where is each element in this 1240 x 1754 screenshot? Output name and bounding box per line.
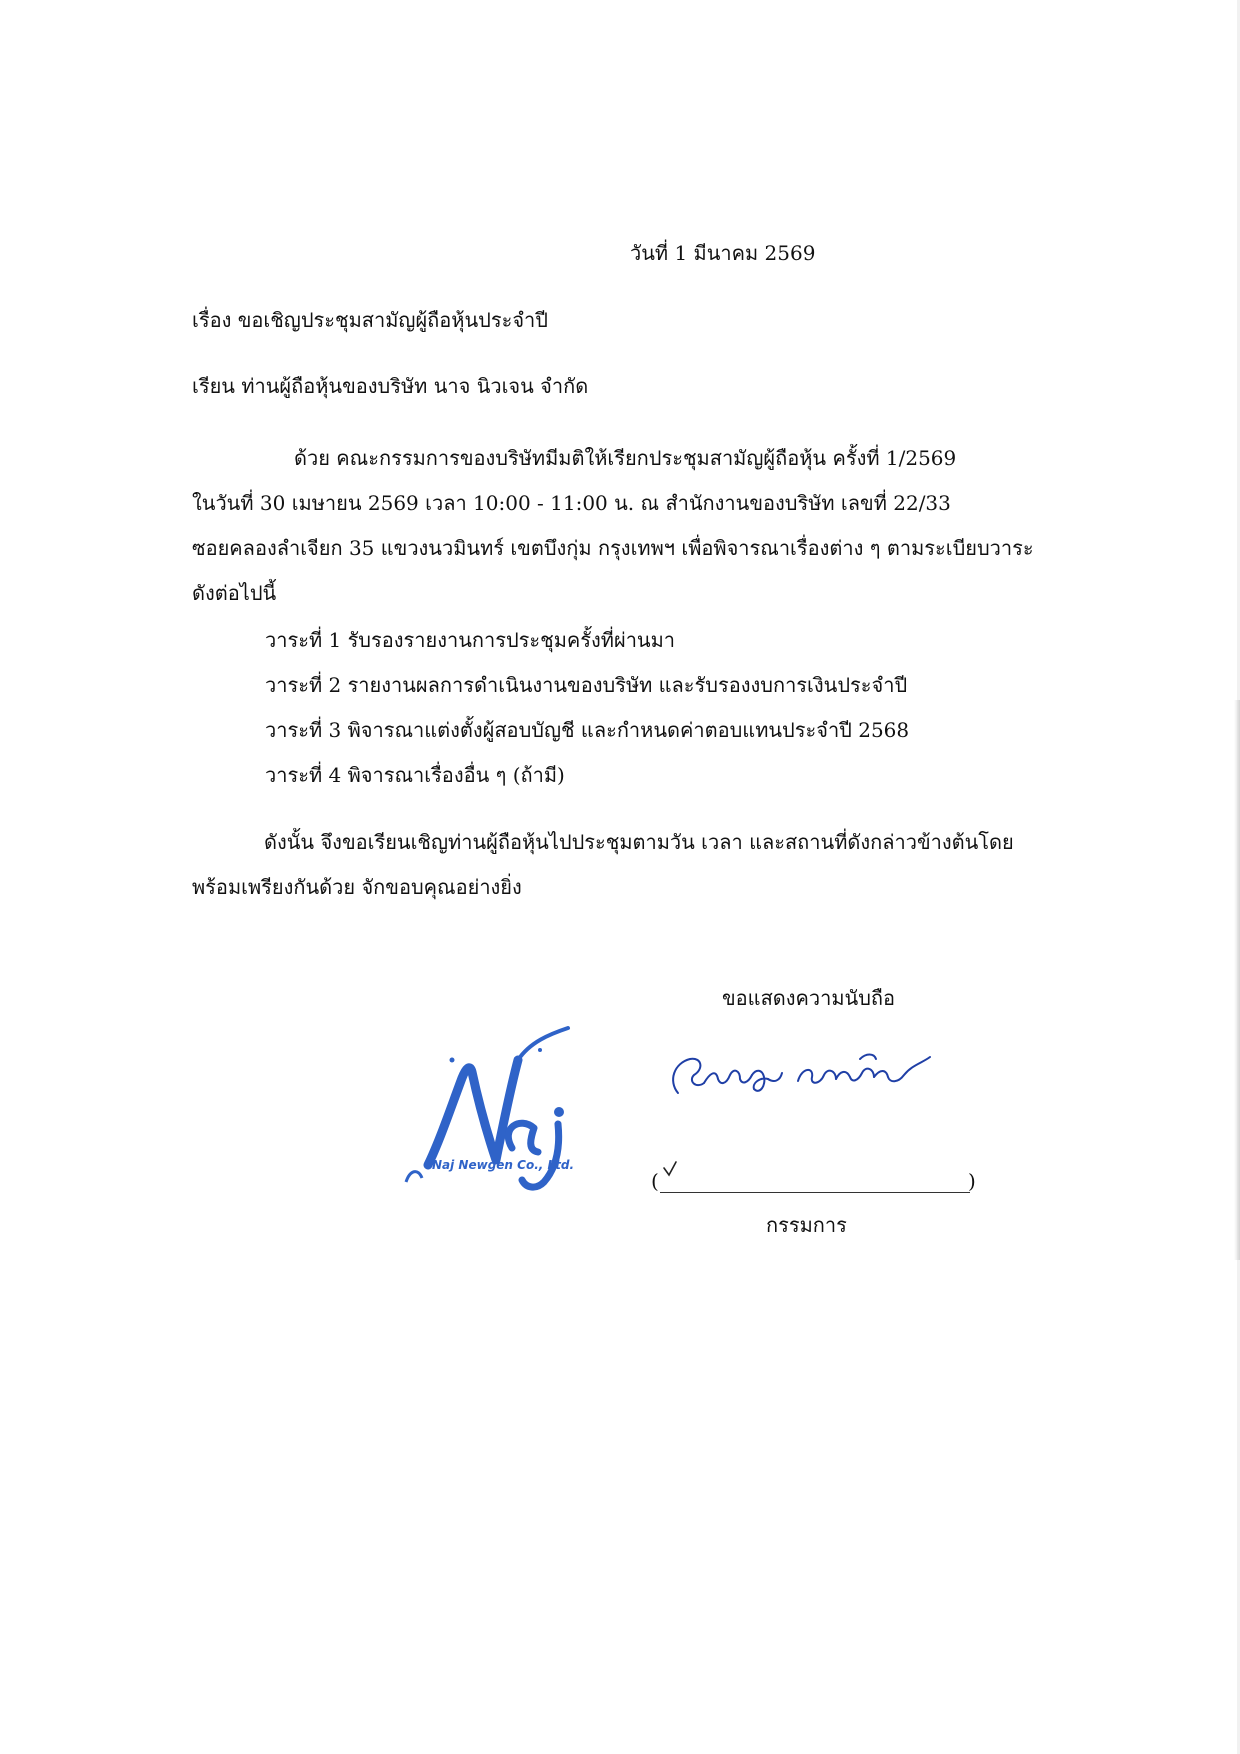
body-line: ซอยคลองลำเจียก 35 แขวงนวมินทร์ เขตบึงกุ่ม กรุงเทพฯ เพื่อพิจารณาเรื่องต่าง ๆ ตามระเบียบวาระ xyxy=(192,536,1034,560)
letter-recipient: เรียน ท่านผู้ถือหุ้นของบริษัท นาจ นิวเจน จำกัด xyxy=(192,374,589,398)
letter-date: วันที่ 1 มีนาคม 2569 xyxy=(630,241,816,265)
signature-name-line xyxy=(660,1192,970,1193)
body-line: ด้วย คณะกรรมการของบริษัทมีมติให้เรียกประชุมสามัญผู้ถือหุ้น ครั้งที่ 1/2569 xyxy=(294,446,957,470)
agenda-item: วาระที่ 1 รับรองรายงานการประชุมครั้งที่ผ่านมา xyxy=(265,628,676,652)
check-mark-icon xyxy=(662,1160,678,1178)
regards-text: ขอแสดงความนับถือ xyxy=(722,986,896,1010)
signature-open-paren: ( xyxy=(651,1169,659,1193)
company-logo-text: Naj Newgen Co., Ltd. xyxy=(432,1158,575,1172)
agenda-item: วาระที่ 4 พิจารณาเรื่องอื่น ๆ (ถ้ามี) xyxy=(265,763,565,787)
signatory-title: กรรมการ xyxy=(766,1213,847,1237)
closing-line: พร้อมเพรียงกันด้วย จักขอบคุณอย่างยิ่ง xyxy=(192,875,522,899)
handwritten-signature xyxy=(660,1045,950,1115)
body-line: ในวันที่ 30 เมษายน 2569 เวลา 10:00 - 11:00 น. ณ สำนักงานของบริษัท เลขที่ 22/33 xyxy=(192,491,951,515)
scan-edge-shadow-dark xyxy=(1234,700,1240,1260)
body-line: ดังต่อไปนี้ xyxy=(192,581,277,605)
agenda-item: วาระที่ 3 พิจารณาแต่งตั้งผู้สอบบัญชี และกำหนดค่าตอบแทนประจำปี 2568 xyxy=(265,718,910,742)
agenda-item: วาระที่ 2 รายงานผลการดำเนินงานของบริษัท และรับรองงบการเงินประจำปี xyxy=(265,673,908,697)
signature-close-paren: ) xyxy=(968,1169,976,1193)
closing-line: ดังนั้น จึงขอเรียนเชิญท่านผู้ถือหุ้นไปประชุมตามวัน เวลา และสถานที่ดังกล่าวข้างต้นโดย xyxy=(264,830,1014,854)
letter-subject: เรื่อง ขอเชิญประชุมสามัญผู้ถือหุ้นประจำปี xyxy=(192,308,548,332)
